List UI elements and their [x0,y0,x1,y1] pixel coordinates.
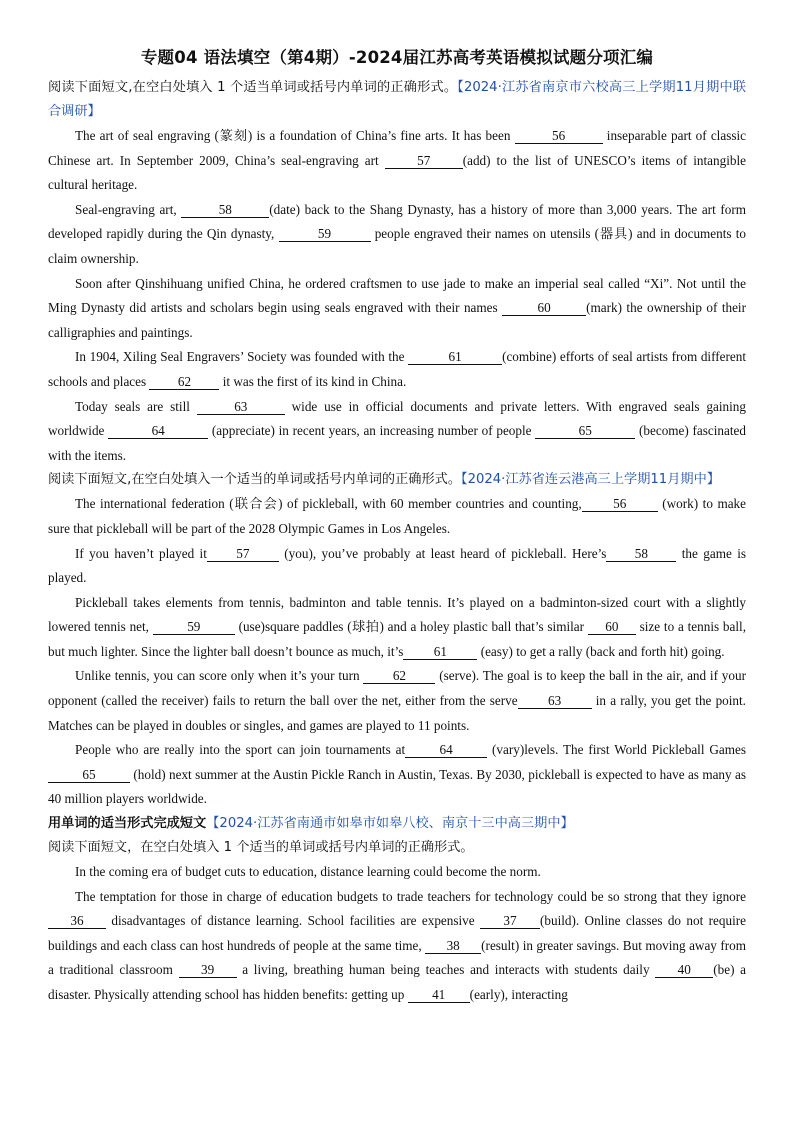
text: The art of seal engraving (篆刻) is a foundation of China’s fine arts. It has been [75,128,515,143]
passage2-para5 [48,738,746,812]
text: (date) back to the Shang Dynasty, has a history of more than 3,000 years. The art form developed rapidly during the Qin dynasty, [48,201,746,242]
blank-61[interactable]: 61 [403,644,477,660]
passage3-para1: In the coming era of budget cuts to education, distance learning could become the norm. [75,864,541,880]
text: Unlike tennis, you can score only when it’s your turn [75,668,364,684]
passage1-para3 [48,272,746,346]
passage2-para3 [48,591,746,665]
blank-64[interactable]: 64 [108,423,208,439]
passage1-para5 [48,395,746,469]
text: (appreciate) in recent years, an increasing number of people [208,423,536,439]
text: The temptation for those in charge of education budgets to trade teachers for technology could be so strong that they ignore [75,888,746,904]
document-page [48,44,746,1008]
text: (early), interacting [469,987,568,1002]
passage1-para4 [48,345,746,394]
text: (combine) efforts of seal artists from different schools and places [48,349,746,389]
heading-text: 用单词的适当形式完成短文 [48,816,207,832]
blank-38[interactable]: 38 [425,938,481,954]
blank-57[interactable]: 57 [207,546,279,562]
blank-57[interactable]: 57 [385,153,463,169]
blank-60[interactable]: 60 [502,300,586,316]
text: (use)square paddles (球拍) and a holey plastic ball that’s similar [234,619,588,635]
text: The international federation (联合会) of pickleball, with 60 member countries and counting, [75,496,582,512]
blank-39[interactable]: 39 [179,962,237,978]
text: (serve). The goal is to keep the ball in the air, and if your opponent (called the receiver) fails to return the ball over the net, either from the serve [48,668,746,709]
text: (become) fascinated with the items. [48,423,746,463]
text: size to a tennis ball, but much lighter. Since the lighter ball doesn’t bounce as much, it’s [48,619,747,659]
blank-36[interactable]: 36 [48,913,106,929]
text: (you), you’ve probably at least heard of pickleball. Here’s [278,545,607,561]
instruction-text: 阅读下面短文,在空白处填入一个适当的单词或括号内单词的正确形式。 [48,472,462,488]
text: in a rally, you get the point. Matches can be played in doubles or singles, and games are played to 11 points. [48,693,746,733]
text: (mark) the ownership of their calligraphies and paintings. [48,300,746,340]
text: wide use in official documents and private letters. With engraved seals gaining worldwide [48,398,746,439]
source-label: 【2024·江苏省南京市六校高三上学期11月期中联合调研】 [48,80,746,119]
blank-63[interactable]: 63 [197,399,285,415]
text: (be) a disaster. Physically attending school has hidden benefits: getting up [48,962,746,1002]
text: (build). Online classes do not require buildings and each class can host hundreds of people at the same time, [48,913,746,953]
blank-37[interactable]: 37 [480,913,540,929]
blank-60[interactable]: 60 [588,619,636,635]
blank-62[interactable]: 62 [363,668,435,684]
text: Soon after Qinshihuang unified China, he ordered craftsmen to use jade to make an imperial seal called “Xi”. Not until the Ming Dynasty did artists and scholars begin using seals engraved with their names [48,275,746,316]
text: the game is played. [48,545,746,586]
blank-64[interactable]: 64 [405,742,487,758]
text: (work) to make sure that pickleball will be part of the 2028 Olympic Games in Los Angeles. [48,496,747,536]
text: (result) in greater savings. But moving away from a traditional classroom [48,937,746,978]
passage1-para1 [48,124,746,198]
passage2-instruction [48,468,746,492]
blank-59[interactable]: 59 [279,226,371,242]
passage2-para2 [48,542,746,591]
text: people engraved their names on utensils (器具) and in documents to claim ownership. [48,226,746,266]
blank-62[interactable]: 62 [149,374,219,390]
passage1-instruction [48,76,746,124]
text: Today seals are still [75,398,197,414]
blank-41[interactable]: 41 [408,987,470,1003]
text: it was the first of its kind in China. [219,373,407,389]
text: If you haven’t played it [75,545,207,561]
text: inseparable part of classic Chinese art. In September 2009, China’s seal-engraving art [48,128,746,168]
passage2-para1 [48,492,746,541]
blank-58[interactable]: 58 [181,202,269,218]
blank-58[interactable]: 58 [606,546,676,562]
text: a living, breathing human being teaches and interacts with students daily [236,962,656,978]
text: (hold) next summer at the Austin Pickle Ranch in Austin, Texas. By 2030, pickleball is expected to have as many as 40 million players worldwide. [48,766,746,807]
blank-65[interactable]: 65 [48,767,130,783]
text: (easy) to get a rally (back and forth hit) going. [477,643,725,659]
blank-63[interactable]: 63 [518,693,592,709]
blank-56[interactable]: 56 [582,496,658,512]
passage1-para2 [48,198,746,272]
passage2-para4 [48,664,746,738]
blank-56[interactable]: 56 [515,128,603,144]
text: (vary)levels. The first World Pickleball Games [487,742,747,758]
text: Seal-engraving art, [75,201,182,217]
source-label: 【2024·江苏省连云港高三上学期11月期中】 [461,472,720,488]
text: In 1904, Xiling Seal Engravers’ Society was founded with the [75,349,409,365]
passage3-para2 [48,885,746,1008]
text: People who are really into the sport can join tournaments at [75,742,406,758]
text: Pickleball takes elements from tennis, badminton and table tennis. It’s played on a badminton-sized court with a slightly lowered tennis net, [48,594,746,635]
passage3-instruction: 阅读下面短文，在空白处填入 1 个适当的单词或括号内单词的正确形式。 [48,840,474,856]
source-label: 【2024·江苏省南通市如皋市如皋八校、南京十三中高三期中】 [206,816,574,832]
blank-59[interactable]: 59 [153,619,235,635]
blank-40[interactable]: 40 [655,962,713,978]
text: (add) to the list of UNESCO’s items of intangible cultural heritage. [48,152,746,193]
passage3-heading [48,812,746,836]
text: disadvantages of distance learning. School facilities are expensive [106,913,480,929]
page-title: 专题04 语法填空（第4期）-2024届江苏高考英语模拟试题分项汇编 [140,48,654,67]
instruction-text: 阅读下面短文,在空白处填入 1 个适当单词或括号内单词的正确形式。 [48,80,458,95]
blank-61[interactable]: 61 [408,349,502,365]
blank-65[interactable]: 65 [535,423,635,439]
